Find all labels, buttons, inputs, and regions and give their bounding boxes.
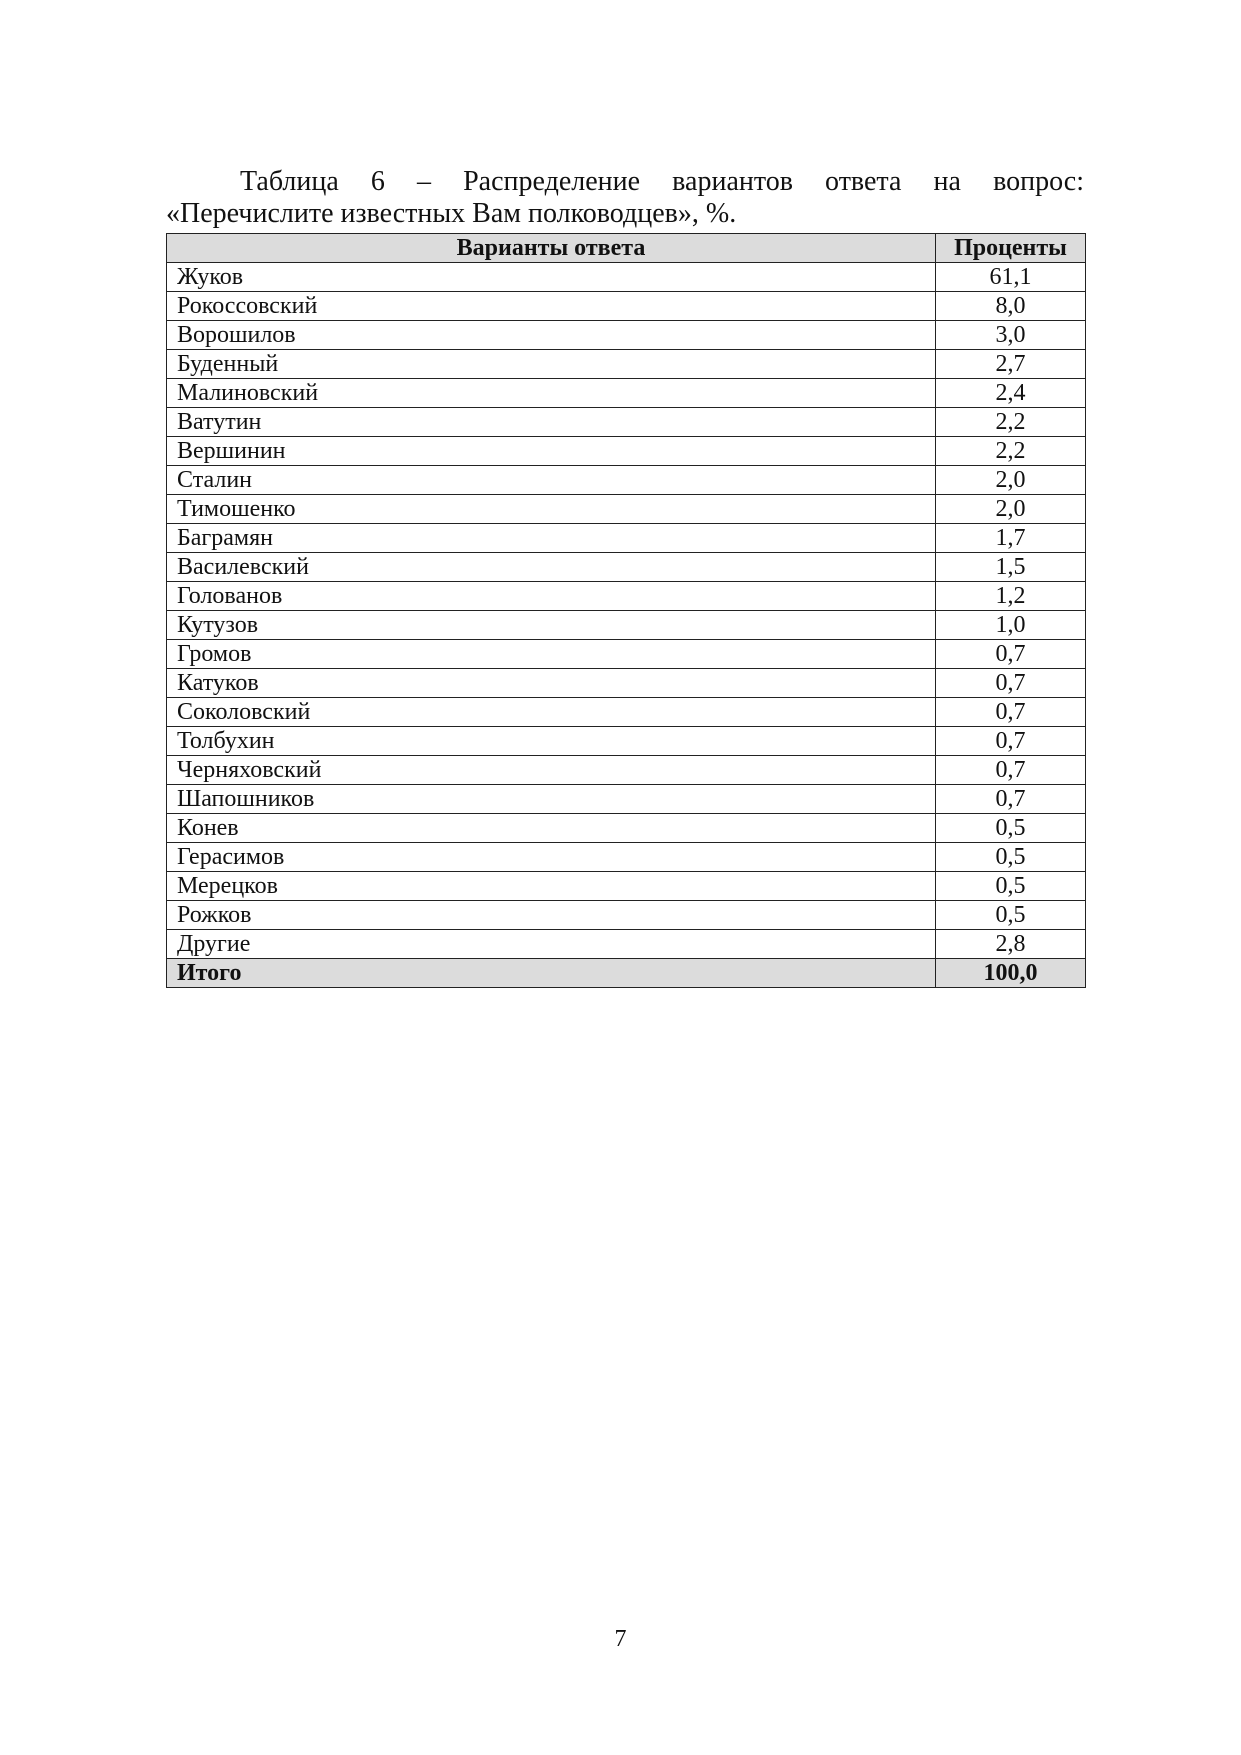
- row-answer-name: Рокоссовский: [167, 292, 936, 321]
- row-answer-name: Черняховский: [167, 756, 936, 785]
- row-percent-value: 2,0: [936, 466, 1086, 495]
- row-answer-name: Жуков: [167, 263, 936, 292]
- row-percent-value: 0,5: [936, 901, 1086, 930]
- row-answer-name: Малиновский: [167, 379, 936, 408]
- caption-line-1: Таблица 6 – Распределение вариантов ответа на вопрос:: [240, 166, 1084, 197]
- header-percent: Проценты: [936, 234, 1086, 263]
- row-answer-name: Василевский: [167, 553, 936, 582]
- table-row: [167, 553, 1086, 582]
- row-percent-value: 1,0: [936, 611, 1086, 640]
- table-row: [167, 930, 1086, 959]
- table-body: [167, 263, 1086, 988]
- row-answer-name: Тимошенко: [167, 495, 936, 524]
- row-answer-name: Громов: [167, 640, 936, 669]
- row-percent-value: 0,7: [936, 785, 1086, 814]
- row-percent-value: 0,5: [936, 872, 1086, 901]
- row-percent-value: 1,7: [936, 524, 1086, 553]
- row-percent-value: 0,7: [936, 727, 1086, 756]
- row-percent-value: 8,0: [936, 292, 1086, 321]
- table-row: [167, 437, 1086, 466]
- total-percent: 100,0: [936, 959, 1086, 988]
- row-percent-value: 3,0: [936, 321, 1086, 350]
- row-answer-name: Мерецков: [167, 872, 936, 901]
- table-row: [167, 611, 1086, 640]
- table-header-row: [167, 234, 1086, 263]
- row-percent-value: 1,5: [936, 553, 1086, 582]
- row-answer-name: Вершинин: [167, 437, 936, 466]
- table-row: [167, 843, 1086, 872]
- row-answer-name: Ватутин: [167, 408, 936, 437]
- row-percent-value: 0,7: [936, 698, 1086, 727]
- row-answer-name: Буденный: [167, 350, 936, 379]
- row-percent-value: 2,8: [936, 930, 1086, 959]
- table-row: [167, 321, 1086, 350]
- table-row: [167, 582, 1086, 611]
- row-answer-name: Катуков: [167, 669, 936, 698]
- row-answer-name: Конев: [167, 814, 936, 843]
- data-table: [166, 233, 1086, 988]
- table-row: [167, 263, 1086, 292]
- row-percent-value: 2,4: [936, 379, 1086, 408]
- row-answer-name: Голованов: [167, 582, 936, 611]
- table-row: [167, 292, 1086, 321]
- row-answer-name: Другие: [167, 930, 936, 959]
- table-row: [167, 495, 1086, 524]
- row-percent-value: 2,7: [936, 350, 1086, 379]
- table-row: [167, 524, 1086, 553]
- table-row: [167, 727, 1086, 756]
- total-label: Итого: [167, 959, 936, 988]
- caption-line-2: «Перечислите известных Вам полководцев», %.: [166, 198, 737, 229]
- row-percent-value: 0,7: [936, 640, 1086, 669]
- row-percent-value: 2,2: [936, 408, 1086, 437]
- row-percent-value: 0,7: [936, 669, 1086, 698]
- page-number: 7: [614, 1626, 627, 1652]
- table-row: [167, 901, 1086, 930]
- row-answer-name: Шапошников: [167, 785, 936, 814]
- table-row: [167, 872, 1086, 901]
- table-row: [167, 408, 1086, 437]
- table-row: [167, 814, 1086, 843]
- row-answer-name: Ворошилов: [167, 321, 936, 350]
- row-answer-name: Толбухин: [167, 727, 936, 756]
- row-percent-value: 2,2: [936, 437, 1086, 466]
- table-row: [167, 350, 1086, 379]
- row-percent-value: 61,1: [936, 263, 1086, 292]
- table-row: [167, 756, 1086, 785]
- row-percent-value: 0,7: [936, 756, 1086, 785]
- row-percent-value: 1,2: [936, 582, 1086, 611]
- row-answer-name: Сталин: [167, 466, 936, 495]
- table-row: [167, 379, 1086, 408]
- row-answer-name: Кутузов: [167, 611, 936, 640]
- row-answer-name: Соколовский: [167, 698, 936, 727]
- table-row: [167, 698, 1086, 727]
- row-answer-name: Герасимов: [167, 843, 936, 872]
- table-caption: [166, 166, 1084, 230]
- row-answer-name: Баграмян: [167, 524, 936, 553]
- row-percent-value: 0,5: [936, 814, 1086, 843]
- header-answer-options: Варианты ответа: [167, 234, 936, 263]
- row-percent-value: 0,5: [936, 843, 1086, 872]
- table-row: [167, 640, 1086, 669]
- total-row: [167, 959, 1086, 988]
- table-row: [167, 669, 1086, 698]
- table-row: [167, 466, 1086, 495]
- table-row: [167, 785, 1086, 814]
- row-answer-name: Рожков: [167, 901, 936, 930]
- row-percent-value: 2,0: [936, 495, 1086, 524]
